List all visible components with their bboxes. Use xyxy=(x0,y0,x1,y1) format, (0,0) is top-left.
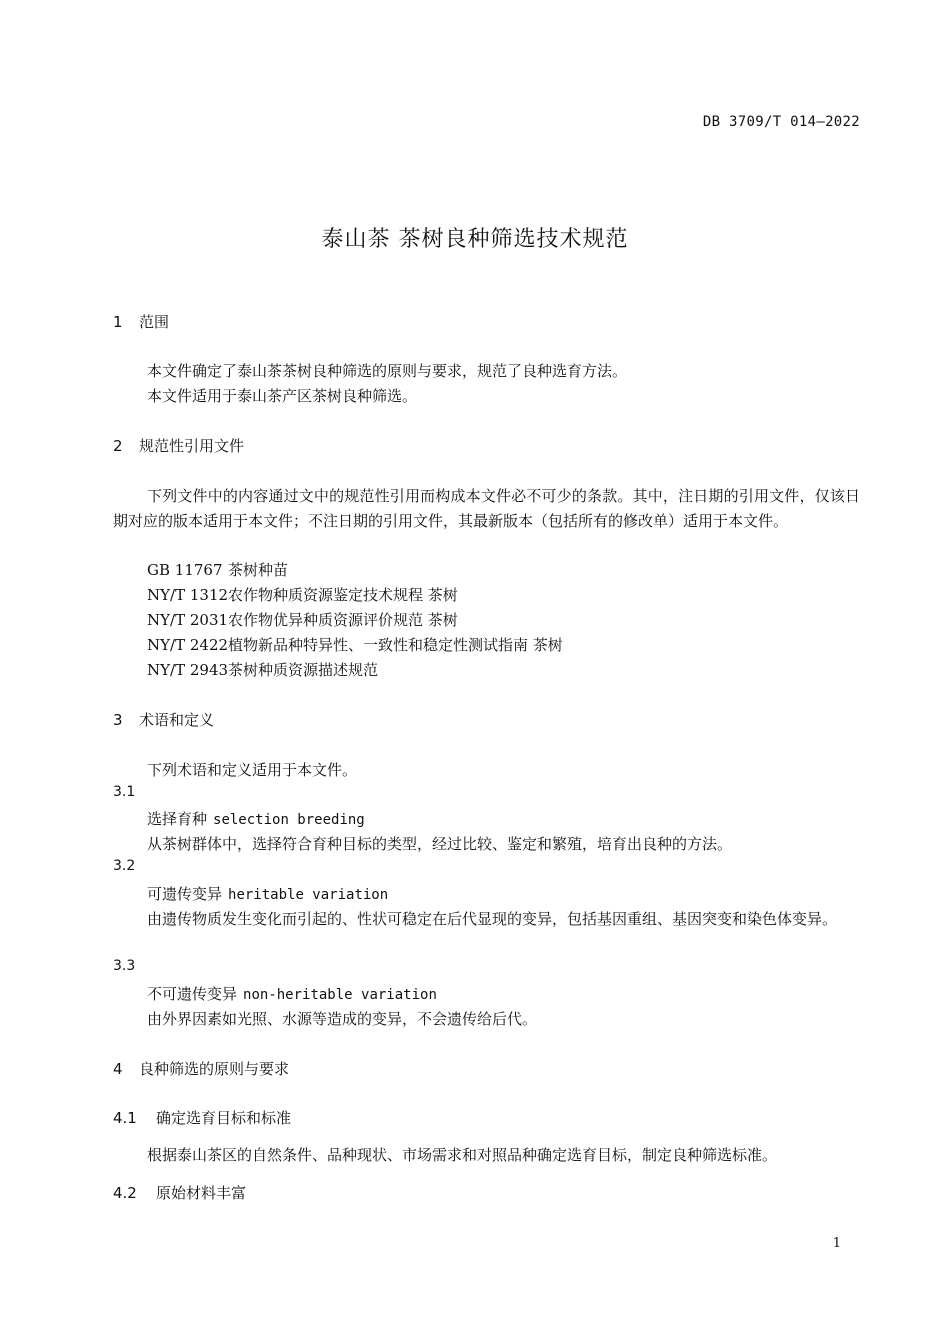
section-heading-1 xyxy=(113,311,169,332)
section-heading-4 xyxy=(113,1058,289,1079)
section-title: 良种筛选的原则与要求 xyxy=(139,1060,290,1078)
paragraph: 下列术语和定义适用于本文件。 xyxy=(147,761,358,779)
reference-code: NY/T 2031 xyxy=(147,611,229,629)
paragraph: 本文件确定了泰山茶茶树良种筛选的原则与要求，规范了良种选育方法。 xyxy=(147,362,628,380)
reference-code: GB 11767 xyxy=(147,561,223,579)
term-definition: 从茶树群体中，选择符合育种目标的类型，经过比较、鉴定和繁殖，培育出良种的方法。 xyxy=(147,835,733,853)
term-definition: 由外界因素如光照、水源等造成的变异，不会遗传给后代。 xyxy=(147,1010,538,1028)
term-zh: 选择育种 xyxy=(147,810,208,828)
paragraph: 根据泰山茶区的自然条件、品种现状、市场需求和对照品种确定选育目标，制定良种筛选标准。 xyxy=(147,1146,778,1164)
term-en: non-heritable variation xyxy=(243,987,437,1003)
term-entry xyxy=(147,983,437,1004)
document-title: 泰山茶 茶树良种筛选技术规范 xyxy=(321,227,629,252)
reference-item xyxy=(147,634,563,655)
section-title: 范围 xyxy=(139,313,170,331)
term-entry xyxy=(147,808,365,829)
term-definition: 由遗传物质发生变化而引起的、性状可稳定在后代显现的变异，包括基因重组、基因突变和染色体变异。 xyxy=(147,910,838,928)
reference-code: NY/T 2943 xyxy=(147,661,229,679)
term-number: 3.3 xyxy=(113,958,136,974)
section-number: 2 xyxy=(113,437,123,455)
reference-name: 农作物优异种质资源评价规范 茶树 xyxy=(228,611,458,629)
subsection-heading-4-2 xyxy=(113,1182,246,1203)
reference-name: 茶树种质资源描述规范 xyxy=(228,661,379,679)
term-zh: 可遗传变异 xyxy=(147,885,223,903)
reference-name: 农作物种质资源鉴定技术规程 茶树 xyxy=(228,586,458,604)
section-number: 1 xyxy=(113,313,123,331)
reference-item xyxy=(147,609,458,630)
paragraph: 本文件适用于泰山茶产区茶树良种筛选。 xyxy=(147,387,418,405)
reference-name: 茶树种苗 xyxy=(228,561,289,579)
term-zh: 不可遗传变异 xyxy=(147,985,238,1003)
term-number: 3.1 xyxy=(113,784,136,800)
term-en: heritable variation xyxy=(228,887,389,903)
term-en: selection breeding xyxy=(213,812,365,828)
paragraph: 下列文件中的内容通过文中的规范性引用而构成本文件必不可少的条款。其中，注日期的引用文件，仅该日期对应的版本适用于本文件；不注日期的引用文件，其最新版本（包括所有的修改单）适用于本文件。 xyxy=(113,487,860,530)
reference-code: NY/T 2422 xyxy=(147,636,229,654)
section-heading-3 xyxy=(113,709,214,730)
section-number: 3 xyxy=(113,711,123,729)
subsection-heading-4-1 xyxy=(113,1107,291,1128)
section-title: 规范性引用文件 xyxy=(139,437,245,455)
page-number: 1 xyxy=(832,1236,841,1251)
section-heading-2 xyxy=(113,435,244,456)
reference-name: 植物新品种特异性、一致性和稳定性测试指南 茶树 xyxy=(228,636,563,654)
section-title: 术语和定义 xyxy=(139,711,215,729)
reference-code: NY/T 1312 xyxy=(147,586,229,604)
term-entry xyxy=(147,883,388,904)
reference-item xyxy=(147,659,378,680)
section-number: 4 xyxy=(113,1060,123,1078)
reference-item xyxy=(147,559,288,580)
subsection-title: 原始材料丰富 xyxy=(156,1184,247,1202)
subsection-number: 4.2 xyxy=(113,1184,137,1202)
subsection-title: 确定选育目标和标准 xyxy=(156,1109,292,1127)
document-code: DB 3709/T 014—2022 xyxy=(702,114,860,130)
term-number: 3.2 xyxy=(113,858,136,874)
reference-item xyxy=(147,584,458,605)
subsection-number: 4.1 xyxy=(113,1109,137,1127)
